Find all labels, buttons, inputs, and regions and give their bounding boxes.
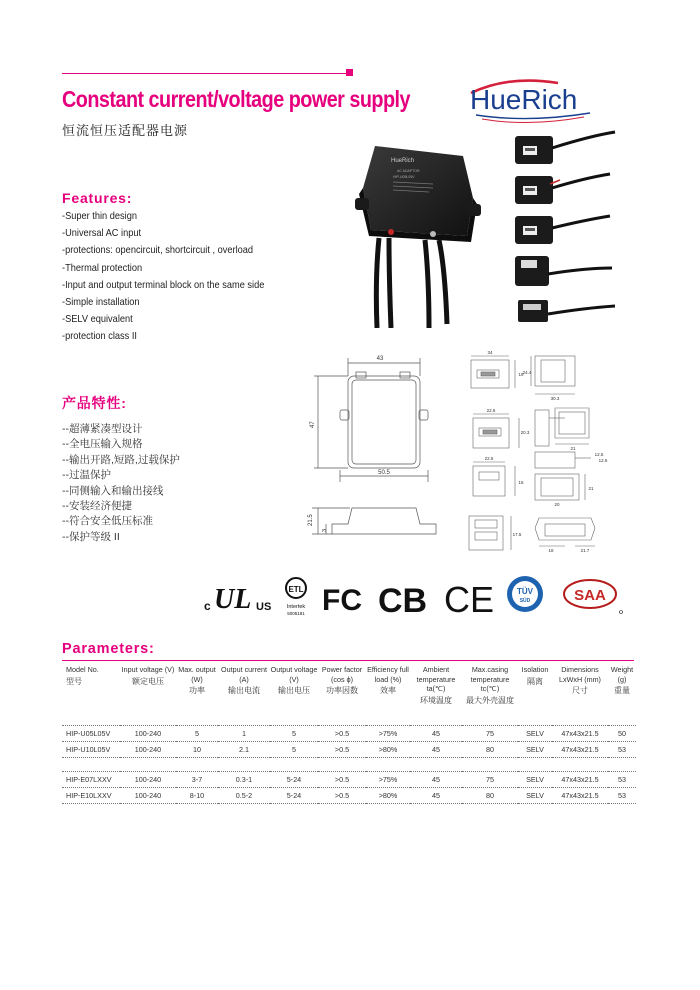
usb-dimension-drawings: [455, 348, 615, 558]
svg-text:TÜV: TÜV: [517, 587, 533, 596]
ce-mark: [444, 579, 494, 620]
table-cell: 47x43x21.5: [552, 741, 608, 757]
table-cell: >0.5: [318, 725, 366, 741]
table-cell: 2.1: [218, 741, 270, 757]
table-cell: >75%: [366, 771, 410, 787]
table-cell: HIP-E10LXXV: [62, 787, 120, 803]
feature-item: -protection class II: [62, 330, 137, 343]
svg-text:15: 15: [518, 480, 524, 485]
features-cn-list: [62, 422, 180, 545]
table-cell: SELV: [518, 787, 552, 803]
svg-text:HIP-U05L05V: HIP-U05L05V: [393, 175, 415, 179]
svg-text:20.3: 20.3: [520, 430, 530, 435]
usb-connector-images: [510, 128, 620, 328]
column-header: Dimensions LxWxH (mm) 尺寸: [559, 665, 601, 695]
adapter-dimension-drawing: [300, 348, 450, 553]
column-header: Weight (g) 重量: [610, 665, 634, 695]
parameters-rule: [62, 660, 634, 661]
usb-connector-4: [515, 256, 612, 286]
table-cell: HIP-U10L05V: [62, 741, 120, 757]
table-cell: 75: [462, 725, 518, 741]
svg-text:50.5: 50.5: [378, 470, 390, 476]
table-cell: 5: [270, 741, 318, 757]
svg-text:22.5: 22.5: [486, 408, 496, 413]
features-list: [62, 208, 292, 346]
table-cell: 100-240: [120, 741, 176, 757]
svg-text:18: 18: [548, 548, 554, 553]
column-header: Power factor (cos ϕ) 功率因数: [321, 665, 363, 695]
table-cell: 3-7: [176, 771, 218, 787]
svg-text:CE: CE: [444, 579, 495, 620]
table-cell: >0.5: [318, 771, 366, 787]
huerich-logo: [468, 73, 598, 129]
column-header: Isolation 隔离: [521, 665, 549, 686]
feature-cn-item: --保护等级 II: [62, 530, 120, 543]
table-header-row: [62, 665, 636, 711]
table-cell: >0.5: [318, 741, 366, 757]
table-cell: 45: [410, 787, 462, 803]
table-cell: 50: [608, 725, 636, 741]
svg-text:5005181: 5005181: [287, 611, 305, 616]
column-header: Output voltage (V) 输出电压: [270, 665, 318, 695]
svg-text:21: 21: [588, 486, 594, 491]
feature-item: -SELV equivalent: [62, 313, 133, 326]
table-row: [62, 787, 636, 803]
svg-text:21: 21: [570, 446, 576, 451]
svg-text:ETL: ETL: [288, 585, 304, 594]
feature-item: -Universal AC input: [62, 227, 142, 240]
table-row: [62, 725, 636, 741]
feature-item: -protections: opencircuit, shortcircuit , overload: [62, 244, 254, 257]
column-header: Max.casing temperature tc(℃) 最大外壳温度: [466, 665, 514, 705]
svg-text:c: c: [204, 599, 211, 613]
svg-text:21.7: 21.7: [580, 548, 590, 553]
svg-text:20: 20: [554, 502, 560, 507]
feature-cn-item: --超薄紧凑型设计: [62, 423, 143, 435]
svg-text:21.5: 21.5: [308, 514, 314, 526]
cul-us-mark: [204, 584, 271, 615]
svg-text:43: 43: [376, 356, 384, 362]
feature-item: -Super thin design: [62, 210, 138, 222]
feature-cn-item: --符合安全低压标准: [62, 515, 153, 528]
table-cell: SELV: [518, 725, 552, 741]
header-rule-square: [346, 69, 353, 76]
intertek-etl-mark: [286, 578, 306, 616]
table-cell: 8-10: [176, 787, 218, 803]
svg-text:FC: FC: [322, 584, 362, 617]
table-cell: 1: [218, 725, 270, 741]
table-cell: >80%: [366, 741, 410, 757]
feature-cn-item: --全电压输入规格: [62, 438, 143, 451]
table-cell: 0.3-1: [218, 771, 270, 787]
certification-marks: [200, 572, 630, 620]
adapter-product-image: [355, 138, 485, 328]
svg-text:SAA: SAA: [574, 587, 606, 604]
table-cell: HIP-E07LXXV: [62, 771, 120, 787]
table-cell: 80: [462, 787, 518, 803]
features-cn-heading: 产品特性:: [62, 395, 127, 411]
table-cell: 53: [608, 741, 636, 757]
feature-cn-item: --过温保护: [62, 469, 111, 482]
fcc-mark: [322, 584, 362, 617]
table-cell: 47x43x21.5: [552, 725, 608, 741]
column-header: Output current (A) 输出电流: [221, 665, 267, 695]
svg-text:AC ADAPTOR: AC ADAPTOR: [397, 169, 420, 173]
table-cell: 0.5-2: [218, 787, 270, 803]
header-rule: [62, 73, 346, 74]
table-cell: 5: [176, 725, 218, 741]
table-cell: 80: [462, 741, 518, 757]
column-header: Input voltage (V) 额定电压: [121, 665, 175, 686]
table-cell: 100-240: [120, 787, 176, 803]
table-cell: SELV: [518, 771, 552, 787]
table-cell: 100-240: [120, 771, 176, 787]
parameters-table: [62, 665, 636, 804]
svg-text:17.5: 17.5: [512, 532, 522, 537]
svg-text:19: 19: [518, 372, 524, 377]
feature-cn-item: --安装经济便捷: [62, 499, 132, 512]
table-cell: SELV: [518, 741, 552, 757]
table-row: [62, 771, 636, 787]
svg-text:3: 3: [322, 528, 328, 532]
column-header: Max. output (W) 功率: [178, 665, 216, 695]
svg-text:12.5: 12.5: [598, 458, 608, 463]
table-cell: 45: [410, 741, 462, 757]
usb-connector-2: [515, 174, 610, 204]
feature-item: -Thermal protection: [62, 261, 143, 274]
cb-mark: [378, 582, 427, 620]
saa-mark: [564, 580, 623, 614]
table-cell: 53: [608, 787, 636, 803]
column-header: Ambient temperature ta(℃) 环境温度: [416, 665, 456, 705]
table-cell: HIP-U05L05V: [62, 725, 120, 741]
logo-text: HueRich: [470, 84, 578, 115]
parameters-heading: Parameters:: [62, 641, 155, 657]
usb-connector-5: [518, 300, 615, 322]
svg-text:HueRich: HueRich: [391, 158, 415, 164]
svg-text:22.5: 22.5: [484, 456, 494, 461]
table-cell: 45: [410, 725, 462, 741]
table-cell: 53: [608, 771, 636, 787]
feature-cn-item: --同侧输入和输出接线: [62, 484, 164, 497]
table-cell: 47x43x21.5: [552, 771, 608, 787]
table-cell: 45: [410, 771, 462, 787]
svg-text:SÜD: SÜD: [519, 598, 531, 604]
table-cell: 100-240: [120, 725, 176, 741]
table-cell: >75%: [366, 725, 410, 741]
page-subtitle-cn: 恒流恒压适配器电源: [62, 123, 189, 138]
table-cell: >80%: [366, 787, 410, 803]
table-cell: 5: [270, 725, 318, 741]
table-cell: 10: [176, 741, 218, 757]
svg-text:30.3: 30.3: [550, 396, 560, 401]
table-cell: 5-24: [270, 787, 318, 803]
features-heading: Features:: [62, 190, 133, 206]
svg-text:34: 34: [487, 350, 493, 355]
table-cell: >0.5: [318, 787, 366, 803]
page-title: Constant current/voltage power supply: [62, 86, 410, 112]
table-cell: 5-24: [270, 771, 318, 787]
feature-item: -Input and output terminal block on the same side: [62, 278, 265, 291]
svg-text:47: 47: [310, 421, 316, 428]
table-cell: 47x43x21.5: [552, 787, 608, 803]
svg-text:24.4: 24.4: [522, 370, 532, 375]
svg-text:Intertek: Intertek: [286, 604, 306, 610]
usb-connector-1: [515, 132, 615, 164]
svg-text:UL: UL: [214, 584, 252, 615]
svg-text:CB: CB: [378, 582, 428, 620]
column-header: Model No. 型号: [66, 665, 99, 686]
column-header: Efficiency full load (%) 效率: [367, 665, 409, 695]
svg-text:US: US: [256, 601, 272, 613]
tuv-sud-mark: [507, 576, 543, 612]
table-cell: 75: [462, 771, 518, 787]
svg-text:12.5: 12.5: [594, 452, 604, 457]
feature-cn-item: --输出开路,短路,过载保护: [62, 453, 180, 466]
usb-connector-3: [515, 216, 610, 244]
feature-item: -Simple installation: [62, 295, 140, 308]
table-row: [62, 741, 636, 757]
